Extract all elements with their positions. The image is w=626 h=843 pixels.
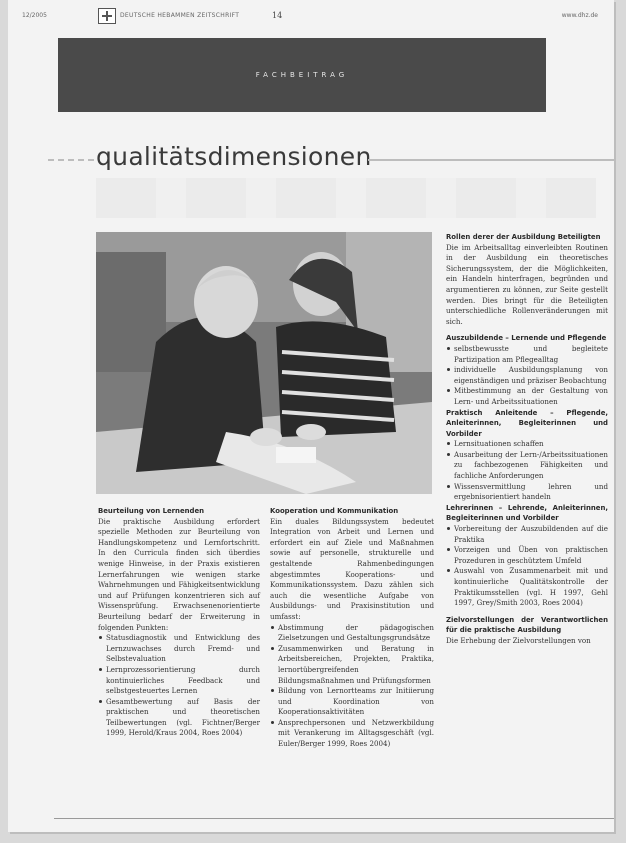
list-item: Lernprozessorientierung durch kontinuierliches Feedback und selbstgesteuertes Lernen bbox=[106, 664, 260, 696]
list-item: Vorbereitung der Auszubildenden auf die Praktika bbox=[454, 524, 608, 544]
list-item: Abstimmung der pädagogischen Zielsetzungen und Gestaltungsgrundsätze bbox=[278, 622, 434, 643]
website-url: www.dhz.de bbox=[561, 12, 598, 19]
col3-para-goals: Die Erhebung der Zielvorstellungen von bbox=[446, 635, 591, 645]
list-item: Statusdiagnostik und Entwicklung des Lernzuwachses durch Fremd- und Selbstevaluation bbox=[106, 633, 260, 664]
list-item: Zusammenwirken und Beratung in Arbeitsbereichen, Projekten, Praktika, lernortübergreifenden Bildungsmaßnahmen und Prüfungsformen bbox=[278, 643, 434, 685]
col2-bullet-list bbox=[270, 623, 434, 750]
column-roles bbox=[446, 232, 608, 647]
col1-bullet-list bbox=[98, 633, 260, 739]
magazine-page bbox=[8, 0, 614, 832]
column-cooperation bbox=[270, 506, 434, 750]
bottom-rule bbox=[54, 818, 614, 819]
headline-row bbox=[48, 142, 618, 178]
section-label: FACHBEITRAG bbox=[255, 71, 349, 79]
col3-heading-roles: Rollen derer der Ausbildung Beteiligten bbox=[446, 233, 601, 241]
col2-intro: Ein duales Bildungssystem bedeutet Integration von Arbeit und Lernen und erfordert ein auf Ziele und Maßnahmen sowie auf personelle, strukturelle und gestaltende Rahmenbedingungen abgestimmtes Kooperations- und Kommunikationssystem. Dazu zählen sich auch die wesentliche Aufgabe von Ausbildungs- und Praxisinstitution und umfasst: bbox=[270, 516, 434, 621]
col3-learners-list bbox=[446, 344, 608, 408]
running-header bbox=[22, 8, 598, 24]
headline-dash-left bbox=[48, 159, 94, 161]
faded-subtitle-band bbox=[96, 178, 596, 218]
col2-heading: Kooperation und Kommunikation bbox=[270, 507, 399, 515]
article-headline: qualitätsdimensionen bbox=[96, 142, 372, 171]
list-item: Bildung von Lernortteams zur Initiierung und Koordination von Kooperationsaktivitäten bbox=[278, 686, 434, 717]
photo-two-students-practicing-icon bbox=[96, 232, 432, 494]
col3-instructors-list bbox=[446, 439, 608, 503]
col3-heading-goals: Zielvorstellungen der Verantwortlichen für die praktische Ausbildung bbox=[446, 615, 608, 635]
list-item: selbstbewusste und begleitete Partizipation am Pflegealltag bbox=[454, 343, 608, 364]
list-item: Ausarbeitung der Lern-/Arbeitssituationen zu fachbezogenen Fähigkeiten und fachliche Anforderungen bbox=[454, 449, 608, 481]
col1-heading: Beurteilung von Lernenden bbox=[98, 507, 205, 515]
list-item: individuelle Ausbildungsplanung von eigenständigen und präziser Beobachtung bbox=[454, 365, 608, 385]
col3-heading-learners: Auszubildende – Lernende und Pflegende bbox=[446, 334, 607, 343]
cross-logo-icon bbox=[98, 8, 116, 24]
col1-intro: Die praktische Ausbildung erfordert spezielle Methoden zur Beurteilung von Handlungskompetenz und Lernfortschritt. In den Curricula finden sich überdies wenige Hinweise, in der Praxis existieren Lernerfahrungen wie wenigen starke Wahrnehmungen und Fähigkeitsentwicklung und auf Prüfungen konzentrieren sich auf Wissensprüfung. Erwachsenenorientierte Beurteilung bedarf der Erweiterung in folgenden Punkten: bbox=[98, 516, 260, 632]
headline-rule-right bbox=[368, 159, 614, 161]
list-item: Wissensvermittlung lehren und ergebnisorientiert handeln bbox=[454, 481, 608, 502]
col3-teachers-list bbox=[446, 524, 608, 609]
col3-para-roles: Die im Arbeitsalltag einverleibten Routinen in der Ausbildung ein theoretisches Sicherungssystem, der die Möglichkeiten, ein Handeln hinterfragen, begründen und argumentieren zu können, zur Seite gestellt werden. Dies bringt für die Beteiligten unterschiedliche Rollenveränderungen mit sich. bbox=[446, 242, 608, 326]
list-item: Gesamtbewertung auf Basis der praktischen und theoretischen Teilbewertungen (vgl. Fichtner/Berger 1999, Herold/Kraus 2004, Roes 2004) bbox=[106, 696, 260, 738]
column-assessment bbox=[98, 506, 260, 739]
col3-heading-teachers: Lehrerinnen – Lehrende, Anleiterinnen, Begleiterinnen und Vorbilder bbox=[446, 503, 608, 523]
section-band bbox=[58, 38, 546, 112]
issue-date: 12/2005 bbox=[22, 12, 47, 19]
list-item: Ansprechpersonen und Netzwerkbildung mit Verankerung im Alltagsgeschäft (vgl. Euler/Berger 1999, Roes 2004) bbox=[278, 717, 434, 749]
article-photo bbox=[96, 232, 432, 494]
publication-name: DEUTSCHE HEBAMMEN ZEITSCHRIFT bbox=[120, 12, 240, 19]
col3-heading-instructors: Praktisch Anleitende – Pflegende, Anleiterinnen, Begleiterinnen und Vorbilder bbox=[446, 408, 608, 438]
list-item: Vorzeigen und Üben von praktischen Prozeduren in geschütztem Umfeld bbox=[454, 545, 608, 565]
list-item: Lernsituationen schaffen bbox=[454, 439, 608, 450]
list-item: Auswahl von Zusammenarbeit mit und kontinuierliche Qualitätskontrolle der Praktikumsstellen (vgl. H 1997, Gehl 1997, Grey/Smith 2003, Roes 2004) bbox=[454, 566, 608, 608]
page-number: 14 bbox=[272, 11, 283, 20]
list-item: Mitbestimmung an der Gestaltung von Lern- und Arbeitssituationen bbox=[454, 386, 608, 406]
